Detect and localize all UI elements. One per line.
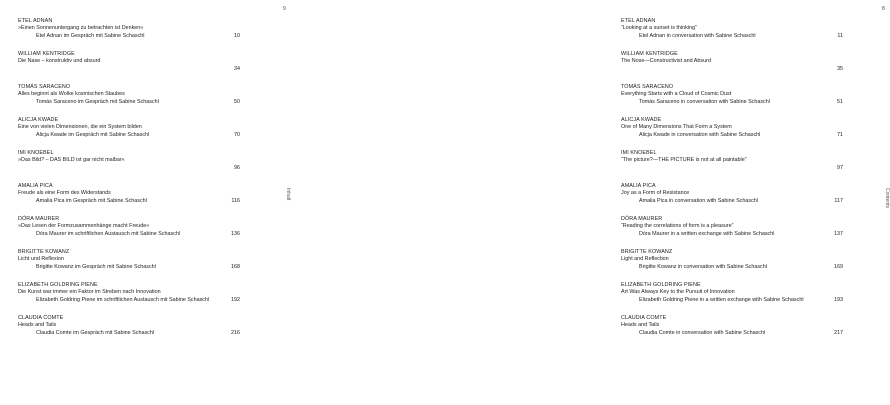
artist-name: TOMÁS SARACENO — [18, 84, 71, 90]
entry-subtitle: Dóra Maurer in a written exchange with Sabine Schaschl — [639, 230, 775, 237]
entry-page-number: 193 — [834, 296, 843, 303]
toc-entry — [18, 216, 240, 249]
entry-subtitle: Alicja Kwade in conversation with Sabine Schaschl — [639, 131, 761, 138]
artist-name: BRIGITTE KOWANZ — [18, 249, 70, 255]
artist-name: TOMÁS SARACENO — [621, 84, 674, 90]
artist-name: ALICJA KWADE — [18, 117, 59, 123]
entry-page-number: 192 — [231, 296, 240, 303]
entry-title: »Einen Sonnenuntergang zu betrachten ist Denken« — [18, 25, 144, 32]
entry-subtitle: Etel Adnan in conversation with Sabine Schaschl — [639, 32, 756, 39]
artist-name: IMI KNOEBEL — [621, 150, 657, 156]
toc-list-german — [18, 18, 240, 348]
artist-name: CLAUDIA COMTE — [621, 315, 667, 321]
page-number-right: 8 — [882, 6, 885, 12]
entry-page-number: 34 — [234, 65, 240, 72]
entry-title: Eine von vielen Dimensionen, die ein System bilden — [18, 124, 142, 131]
artist-name: ETEL ADNAN — [18, 18, 53, 24]
entry-subtitle: Elizabeth Goldring Piene in a written exchange with Sabine Schaschl — [639, 296, 804, 303]
toc-entry — [18, 183, 240, 216]
entry-title: Art Was Always Key to the Pursuit of Innovation — [621, 289, 735, 296]
artist-name: AMALIA PICA — [621, 183, 656, 189]
artist-name: CLAUDIA COMTE — [18, 315, 64, 321]
entry-page-number: 10 — [234, 32, 240, 39]
toc-entry — [18, 282, 240, 315]
entry-title: One of Many Dimensions That Form a System — [621, 124, 732, 131]
entry-title: Everything Starts with a Cloud of Cosmic Dust — [621, 91, 732, 98]
artist-name: BRIGITTE KOWANZ — [621, 249, 673, 255]
entry-page-number: 168 — [231, 263, 240, 270]
entry-page-number: 96 — [234, 164, 240, 171]
artist-name: ALICJA KWADE — [621, 117, 662, 123]
artist-name: AMALIA PICA — [18, 183, 53, 189]
entry-subtitle: Claudia Comte im Gespräch mit Sabine Schaschl — [36, 329, 155, 336]
toc-entry — [18, 117, 240, 150]
toc-entry — [18, 18, 240, 51]
toc-entry — [621, 216, 843, 249]
toc-entry — [18, 249, 240, 282]
entry-page-number: 11 — [837, 32, 843, 39]
toc-entry — [18, 84, 240, 117]
entry-page-number: 137 — [834, 230, 843, 237]
toc-entry — [621, 183, 843, 216]
entry-page-number: 117 — [834, 197, 843, 204]
entry-subtitle: Etel Adnan im Gespräch mit Sabine Schaschl — [36, 32, 145, 39]
page-number-left: 9 — [283, 6, 286, 12]
entry-title: Die Nase – konstruktiv und absurd — [18, 58, 101, 65]
artist-name: IMI KNOEBEL — [18, 150, 54, 156]
entry-page-number: 97 — [837, 164, 843, 171]
artist-name: DÓRA MAURER — [621, 216, 663, 222]
entry-title: »Das Bild? – DAS BILD ist gar nicht malbar« — [18, 157, 125, 164]
toc-entry — [621, 150, 843, 183]
right-page — [300, 0, 890, 405]
entry-title: Freude als eine Form des Widerstands — [18, 190, 111, 197]
entry-title: Heads and Tails — [18, 322, 57, 329]
left-page — [0, 0, 300, 405]
entry-page-number: 35 — [837, 65, 843, 72]
entry-title: Licht und Reflexion — [18, 256, 64, 263]
entry-subtitle: Brigitte Kowanz in conversation with Sabine Schaschl — [639, 263, 767, 270]
entry-page-number: 70 — [234, 131, 240, 138]
toc-entry — [18, 150, 240, 183]
entry-page-number: 50 — [234, 98, 240, 105]
entry-subtitle: Tomás Saraceno in conversation with Sabine Schaschl — [639, 98, 770, 105]
artist-name: DÓRA MAURER — [18, 216, 60, 222]
entry-title: “Reading the correlations of form is a pleasure” — [621, 223, 734, 230]
entry-subtitle: Amalia Pica in conversation with Sabine Schaschl — [639, 197, 758, 204]
toc-entry — [18, 315, 240, 348]
entry-title: »Das Lesen der Formzusammenhänge macht Freude« — [18, 223, 150, 230]
toc-list-english — [621, 18, 843, 348]
toc-entry — [621, 315, 843, 348]
entry-title: Light and Reflection — [621, 256, 669, 263]
entry-page-number: 116 — [231, 197, 240, 204]
entry-subtitle: Alicja Kwade im Gespräch mit Sabine Schaschl — [36, 131, 150, 138]
toc-entry — [621, 84, 843, 117]
entry-page-number: 169 — [834, 263, 843, 270]
entry-title: “The picture?—THE PICTURE is not at all paintable” — [621, 157, 747, 164]
artist-name: ELIZABETH GOLDRING PIENE — [18, 282, 98, 288]
entry-subtitle: Dóra Maurer im schriftlichen Austausch mit Sabine Schaschl — [36, 230, 181, 237]
entry-page-number: 51 — [837, 98, 843, 105]
entry-subtitle: Claudia Comte in conversation with Sabine Schaschl — [639, 329, 766, 336]
entry-title: Die Kunst war immer ein Faktor im Streben nach Innovation — [18, 289, 161, 296]
entry-subtitle: Elizabeth Goldring Piene im schriftlichen Austausch mit Sabine Schaschl — [36, 296, 210, 303]
entry-subtitle: Tomás Saraceno im Gespräch mit Sabine Schaschl — [36, 98, 159, 105]
artist-name: ETEL ADNAN — [621, 18, 656, 24]
entry-title: Heads and Tails — [621, 322, 660, 329]
toc-entry — [621, 51, 843, 84]
toc-entry — [621, 282, 843, 315]
entry-subtitle: Amalia Pica im Gespräch mit Sabine Schaschl — [36, 197, 147, 204]
toc-entry — [18, 51, 240, 84]
artist-name: WILLIAM KENTRIDGE — [621, 51, 678, 57]
entry-page-number: 136 — [231, 230, 240, 237]
toc-entry — [621, 18, 843, 51]
entry-page-number: 216 — [231, 329, 240, 336]
entry-page-number: 71 — [837, 131, 843, 138]
artist-name: WILLIAM KENTRIDGE — [18, 51, 75, 57]
toc-entry — [621, 249, 843, 282]
entry-subtitle: Brigitte Kowanz im Gespräch mit Sabine Schaschl — [36, 263, 156, 270]
side-label-contents: Contents — [884, 188, 890, 209]
entry-page-number: 217 — [834, 329, 843, 336]
entry-title: “Looking at a sunset is thinking” — [621, 25, 697, 32]
side-label-inhalt: Inhalt — [285, 188, 291, 201]
entry-title: Joy as a Form of Resistance — [621, 190, 690, 197]
artist-name: ELIZABETH GOLDRING PIENE — [621, 282, 701, 288]
entry-title: The Nose—Constructivist and Absurd — [621, 58, 711, 65]
entry-title: Alles beginnt als Wolke kosmischen Staubes — [18, 91, 125, 98]
toc-entry — [621, 117, 843, 150]
